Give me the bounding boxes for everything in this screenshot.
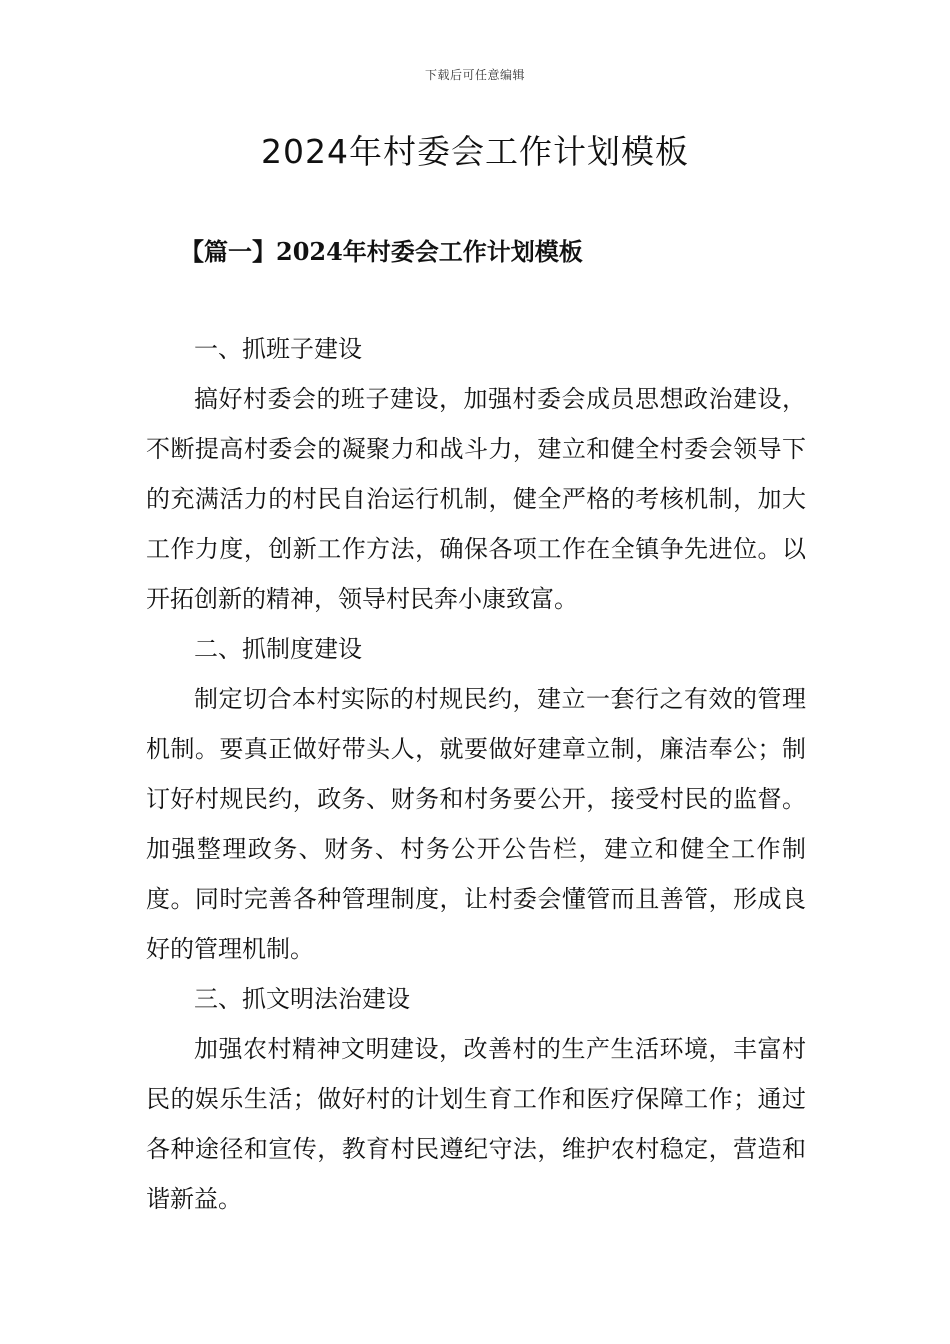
heading-class-building: 一、抓班子建设 [194, 335, 362, 363]
heading-system-building: 二、抓制度建设 [194, 635, 362, 663]
paragraph-civilization-rule-of-law: 加强农村精神文明建设，改善村的生产生活环境，丰富村民的娱乐生活；做好村的计划生育工作和医疗保障工作；通过各种途径和宣传，教育村民遵纪守法，维护农村稳定，营造和谐新益。 [146, 1035, 806, 1213]
paragraph-class-building: 搞好村委会的班子建设，加强村委会成员思想政治建设，不断提高村委会的凝聚力和战斗力，建立和健全村委会领导下的充满活力的村民自治运行机制，健全严格的考核机制，加大工作力度，创新工作方法，确保各项工作在全镇争先进位。以开拓创新的精神，领导村民奔小康致富。 [146, 385, 806, 613]
section-title: 【篇一】2024年村委会工作计划模板 [180, 237, 583, 266]
heading-civilization-rule-of-law: 三、抓文明法治建设 [194, 985, 410, 1013]
document-body [146, 324, 806, 1224]
paragraph-system-building: 制定切合本村实际的村规民约，建立一套行之有效的管理机制。要真正做好带头人，就要做好建章立制，廉洁奉公；制订好村规民约，政务、财务和村务要公开，接受村民的监督。加强整理政务、财务、村务公开公告栏，建立和健全工作制度。同时完善各种管理制度，让村委会懂管而且善管，形成良好的管理机制。 [146, 685, 806, 963]
header-note: 下载后可任意编辑 [424, 68, 525, 82]
document-title: 2024年村委会工作计划模板 [261, 132, 689, 171]
